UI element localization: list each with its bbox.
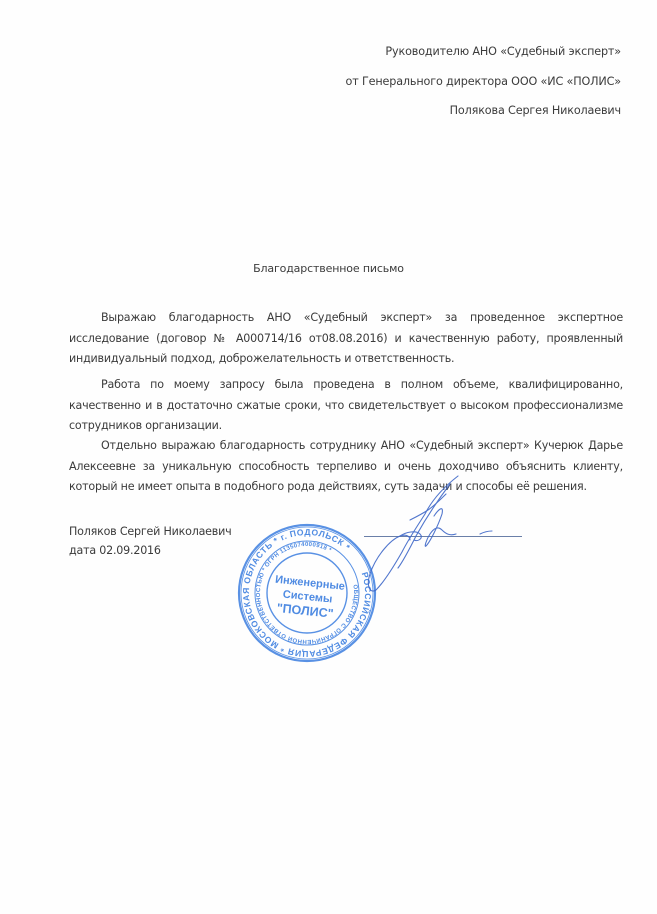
- recipient-line: Руководителю АНО «Судебный эксперт»: [385, 45, 621, 58]
- letter-title: Благодарственное письмо: [253, 262, 404, 275]
- stamp-outer-text: РОССИЙСКАЯ ФЕДЕРАЦИЯ * МОСКОВСКАЯ ОБЛАСТЬ * г. ПОДОЛЬСК *: [240, 526, 374, 660]
- sender-name-line: Полякова Сергея Николаевич: [449, 104, 621, 117]
- stamp-inner-text: ОБЩЕСТВО С ОГРАНИЧЕННОЙ ОТВЕТСТВЕННОСТЬЮ * ОГРН 1135074000918 *: [255, 541, 359, 645]
- signer-name: Поляков Сергей Николаевич: [69, 525, 232, 538]
- body-paragraph-1: Выражаю благодарность АНО «Судебный эксперт» за проведенное экспертное исследование (договор № А000714/16 от08.08.2016) и качественную работу, проявленный индивидуальный подход, доброжелательность и ответственность.: [69, 311, 623, 365]
- body-paragraph-2: Работа по моему запросу была проведена в полном объеме, квалифицированно, качественно и в достаточно сжатые сроки, что свидетельствует о высоком профессионализме сотрудников организации.: [69, 378, 623, 432]
- stamp-center-line-3: "ПОЛИС": [276, 600, 335, 621]
- stamp-center-line-1: Инженерные: [274, 573, 346, 593]
- stamp-center-line-2: Системы: [282, 588, 333, 606]
- body-paragraph-3: Отдельно выражаю благодарность сотруднику АНО «Судебный эксперт» Кучерюк Дарье Алексеевне за уникальную способность терпеливо и очень доходчиво объяснить клиенту, который не имеет опыта в подобного рода действиях, суть задачи и способы её решения.: [69, 439, 623, 493]
- sender-line: от Генерального директора ООО «ИС «ПОЛИС»: [345, 75, 621, 88]
- signature-date: дата 02.09.2016: [69, 544, 161, 557]
- handwritten-signature-icon: [340, 470, 540, 600]
